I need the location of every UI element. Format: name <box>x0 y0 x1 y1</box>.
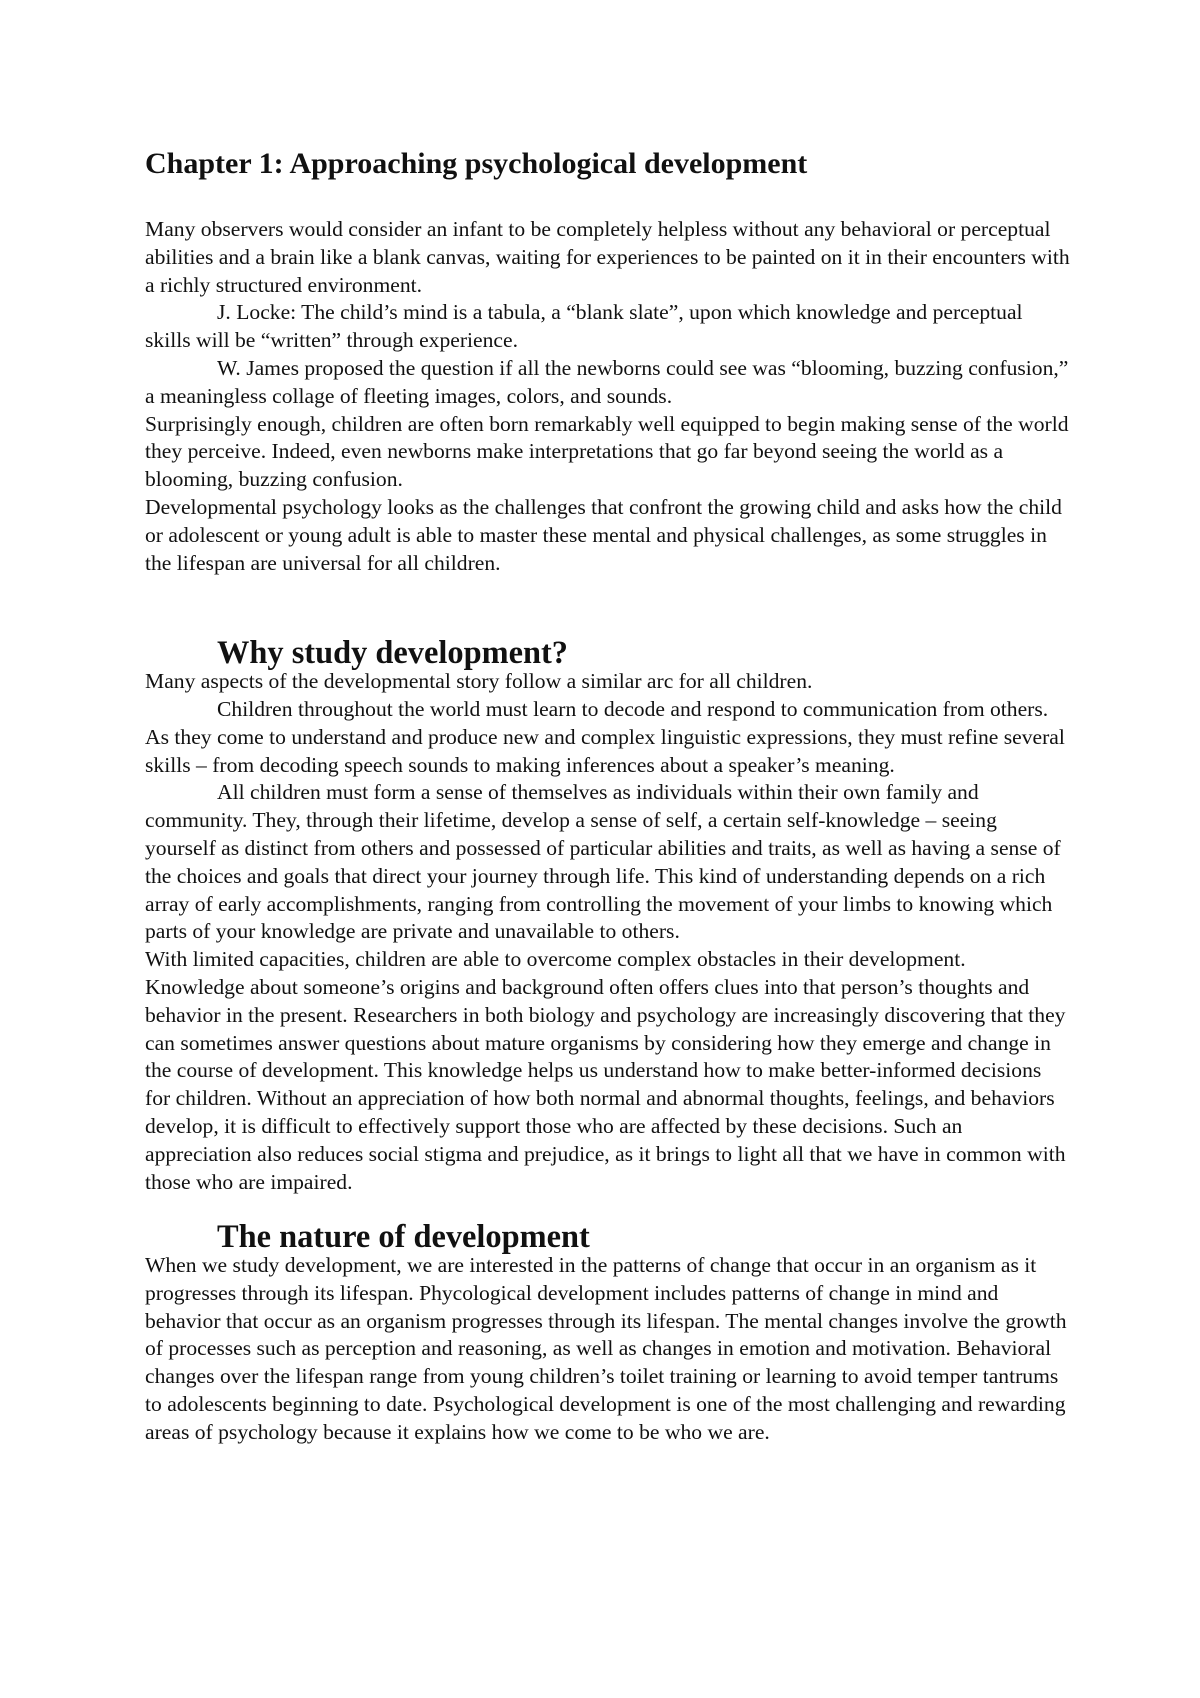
chapter-title: Chapter 1: Approaching psychological development <box>145 147 808 180</box>
intro-paragraph-locke: J. Locke: The child’s mind is a tabula, a “blank slate”, upon which knowledge and perceptual skills will be “written” through experience. <box>145 300 1023 353</box>
section-spacer <box>145 577 1070 640</box>
section-heading-why-study: Why study development? <box>217 635 568 672</box>
document-body <box>145 146 1070 1447</box>
intro-paragraph-1: Many observers would consider an infant to be completely helpless without any behavioral or perceptual abilities and a brain like a blank canvas, waiting for experiences to be painted on it in their encounters with a richly structured environment. <box>145 217 1070 297</box>
why-study-paragraph-3: All children must form a sense of themselves as individuals within their own family and community. They, through their lifetime, develop a sense of self, a certain self-knowledge – seeing yourself as distinct from others and possessed of particular abilities and traits, as well as having a sense of the choices and goals that direct your journey through life. This kind of understanding depends on a rich array of early accomplishments, ranging from controlling the movement of your limbs to knowing which parts of your knowledge are private and unavailable to others. <box>145 780 1061 944</box>
intro-paragraph-james: W. James proposed the question if all the newborns could see was “blooming, buzzing confusion,” a meaningless collage of fleeting images, colors, and sounds. <box>145 355 1069 408</box>
why-study-paragraph-4: With limited capacities, children are able to overcome complex obstacles in their development. Knowledge about someone’s origins and background often offers clues into that person’s thoughts and behavior in the present. Researchers in both biology and psychology are increasingly discovering that they can sometimes answer questions about mature organisms by considering how they emerge and change in the course of development. This knowledge helps us understand how to make better-informed decisions for children. Without an appreciation of how both normal and abnormal thoughts, feelings, and behaviors develop, it is difficult to effectively support those who are affected by these decisions. Such an appreciation also reduces social stigma and prejudice, as it brings to light all that we have in common with those who are impaired. <box>145 947 1066 1194</box>
nature-paragraph-1: When we study development, we are interested in the patterns of change that occur in an organism as it progresses through its lifespan. Phycological development includes patterns of change in mind and behavior that occur as an organism progresses through its lifespan. The mental changes involve the growth of processes such as perception and reasoning, as well as changes in emotion and motivation. Behavioral changes over the lifespan range from young children’s toilet training or learning to avoid temper tantrums to adolescents beginning to date. Psychological development is one of the most challenging and rewarding areas of psychology because it explains how we come to be who we are. <box>145 1253 1067 1444</box>
section-heading-nature: The nature of development <box>217 1219 590 1256</box>
intro-paragraph-4: Surprisingly enough, children are often born remarkably well equipped to begin making sense of the world they perceive. Indeed, even newborns make interpretations that go far beyond seeing the world as a blooming, buzzing confusion. <box>145 411 1069 492</box>
why-study-paragraph-1: Many aspects of the developmental story follow a similar arc for all children. <box>145 669 813 694</box>
intro-paragraph-5: Developmental psychology looks as the challenges that confront the growing child and asks how the child or adolescent or young adult is able to master these mental and physical challenges, as some struggles in the lifespan are universal for all children. <box>145 494 1062 575</box>
why-study-paragraph-2: Children throughout the world must learn to decode and respond to communication from others. As they come to understand and produce new and complex linguistic expressions, they must refine several skills – from decoding speech sounds to making inferences about a speaker’s meaning. <box>145 696 1065 777</box>
